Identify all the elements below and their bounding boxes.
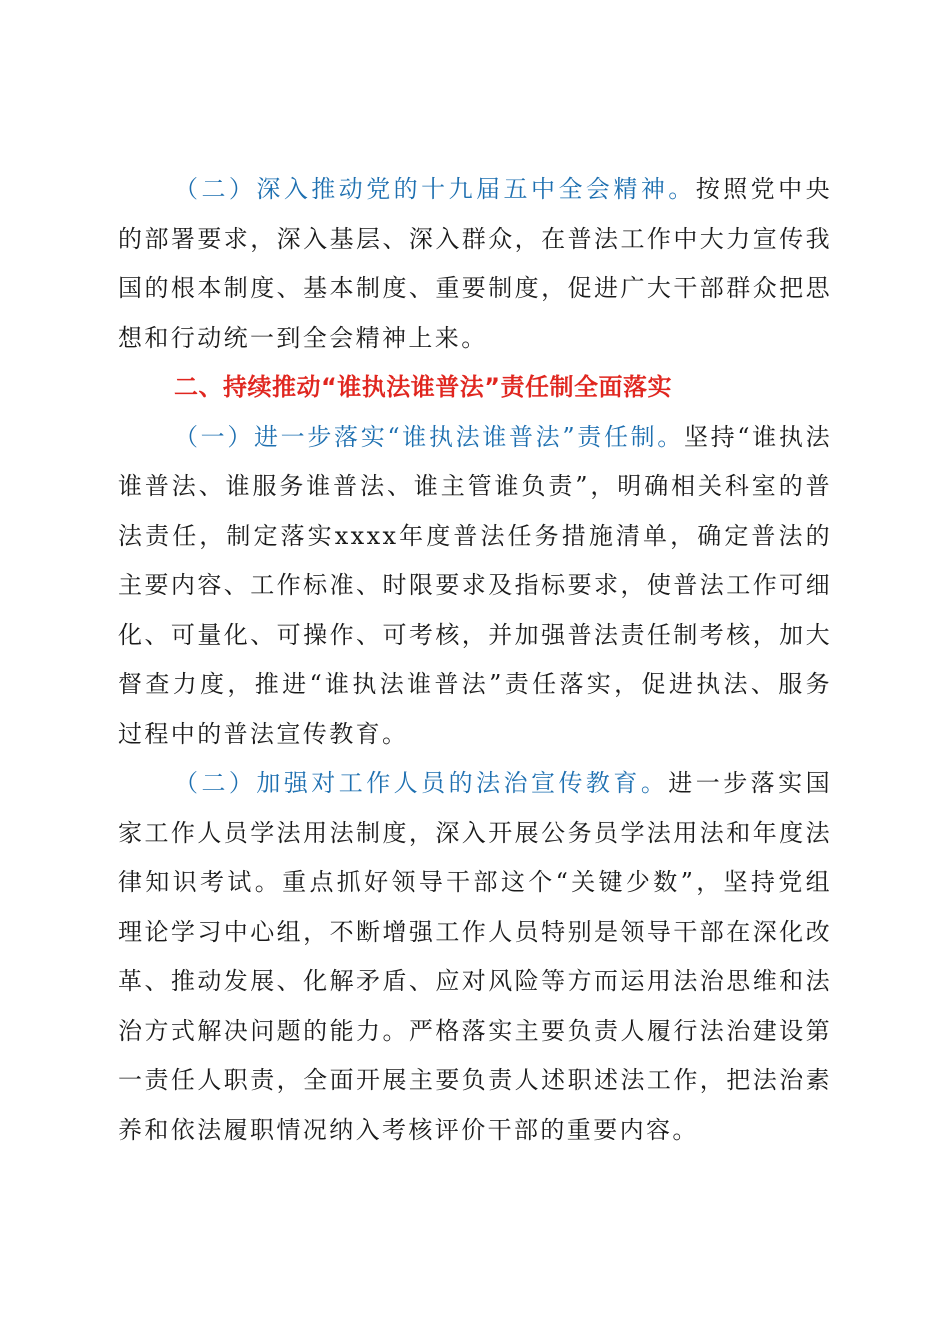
paragraph-body: 坚持“谁执法谁普法、谁服务谁普法、谁主管谁负责”，明确相关科室的普法责任，制定落实xxxx年度普法任务措施清单，确定普法的主要内容、工作标准、时限要求及指标要求，使普法工作可细化、可量化、可操作、可考核，并加强普法责任制考核，加大督查力度，推进“谁执法谁普法”责任落实，促进执法、服务过程中的普法宣传教育。	[118, 422, 832, 748]
subheading-implement-responsibility: （一）进一步落实“谁执法谁普法”责任制。	[174, 422, 684, 451]
paragraph-implement-responsibility	[118, 413, 832, 760]
paragraph-body: 进一步落实国家工作人员学法用法制度，深入开展公务员学法用法和年度法律知识考试。重点抓好领导干部这个“关键少数”，坚持党组理论学习中心组，不断增强工作人员特别是领导干部在深化改革、推动发展、化解矛盾、应对风险等方而运用法治思维和法治方式解决问题的能力。严格落实主要负责人履行法治建设第一责任人职责，全面开展主要负责人述职述法工作，把法治素养和依法履职情况纳入考核评价干部的重要内容。	[118, 769, 832, 1144]
subheading-study-fifth-plenum: （二）深入推动党的十九届五中全会精神。	[174, 175, 696, 203]
paragraph-study-fifth-plenum	[118, 165, 832, 363]
paragraph-body: 按照党中央的部署要求，深入基层、深入群众，在普法工作中大力宣传我国的根本制度、基本制度、重要制度，促进广大干部群众把思想和行动统一到全会精神上来。	[118, 175, 832, 352]
subheading-staff-legal-education: （二）加强对工作人员的法治宣传教育。	[174, 769, 669, 797]
paragraph-staff-legal-education	[118, 759, 832, 1155]
section-heading-responsibility-system: 二、持续推动“谁执法谁普法”责任制全面落实	[174, 373, 673, 401]
